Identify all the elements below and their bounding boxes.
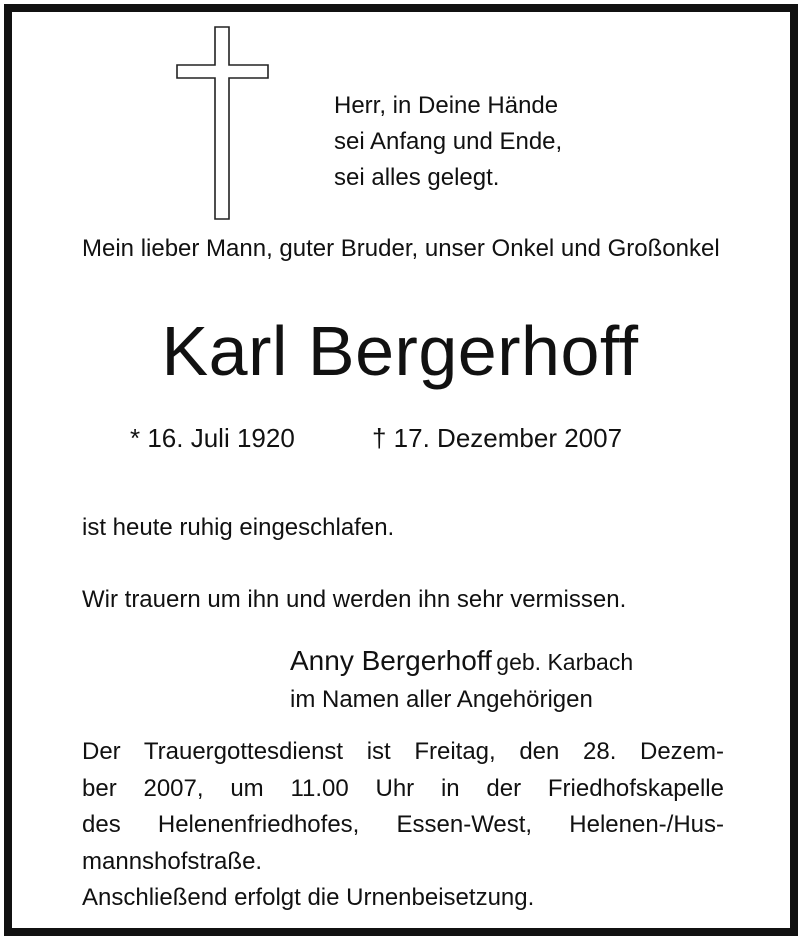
verse-line: Herr, in Deine Hände (334, 92, 559, 119)
signer (290, 642, 633, 685)
deceased-name: Karl Bergerhoff (161, 312, 639, 390)
intro-text: Mein lieber Mann, guter Bruder, unser Onkel und Großonkel (82, 235, 720, 262)
service-notice (82, 734, 724, 917)
mourning-statement: Wir trauern um ihn und werden ihn sehr vermissen. (82, 586, 627, 613)
service-line: des Helenenfriedhofes, Essen-West, Helenen-/Hus- (82, 811, 724, 838)
signer-name: Anny Bergerhoff (290, 645, 492, 676)
birth-date: * 16. Juli 1920 (130, 423, 295, 453)
signer-birth-name: geb. Karbach (496, 649, 634, 675)
on-behalf-text: im Namen aller Angehörigen (290, 686, 593, 713)
passing-statement: ist heute ruhig eingeschlafen. (82, 514, 395, 541)
verse-line: sei Anfang und Ende, (334, 128, 563, 155)
service-line: Anschließend erfolgt die Urnenbeisetzung. (82, 884, 535, 911)
death-date: † 17. Dezember 2007 (372, 423, 623, 453)
service-line: Der Trauergottesdienst ist Freitag, den 28. Dezem- (82, 738, 724, 765)
service-line: ber 2007, um 11.00 Uhr in der Friedhofskapelle (82, 774, 724, 802)
cross-icon (176, 26, 270, 220)
verse-line: sei alles gelegt. (334, 164, 500, 191)
verse (334, 88, 562, 196)
service-line: mannshofstraße. (82, 847, 263, 875)
